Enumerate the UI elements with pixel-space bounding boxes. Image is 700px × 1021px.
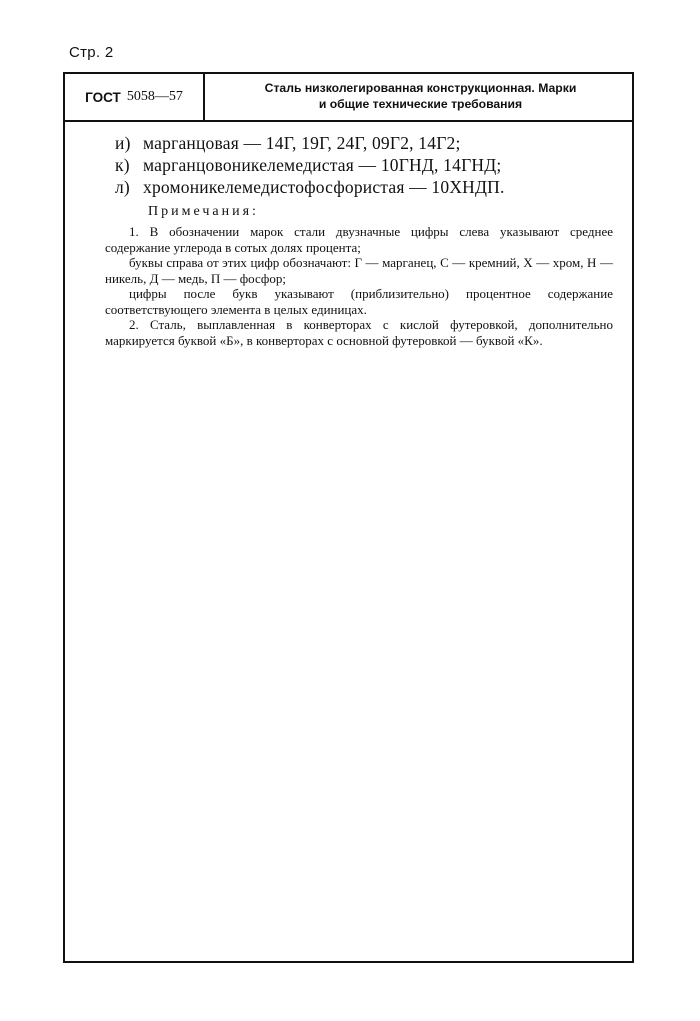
header-row — [65, 74, 632, 122]
gost-number: 5058—57 — [126, 89, 183, 104]
note-paragraph: 2. Сталь, выплавленная в конверторах с кислой футеровкой, дополнительно маркируется буквой «Б», в конверторах с основной футеровкой — буквой «К». — [105, 317, 613, 348]
list-text: марганцовая — 14Г, 19Г, 24Г, 09Г2, 14Г2; — [143, 133, 461, 153]
list-item — [115, 154, 595, 176]
note-paragraph: 1. В обозначении марок стали двузначные цифры слева указывают среднее содержание углерода в сотых долях процента; — [105, 224, 613, 255]
list-item — [115, 176, 595, 198]
gost-cell — [65, 74, 205, 120]
list-marker: к) — [115, 155, 130, 175]
notes-body — [105, 224, 613, 348]
document-frame — [63, 72, 634, 963]
gost-label: ГОСТ — [85, 89, 121, 105]
note-paragraph: буквы справа от этих цифр обозначают: Г — марганец, С — кремний, Х — хром, Н — никель, Д — медь, П — фосфор; — [105, 255, 613, 286]
notes-heading: Примечания: — [148, 204, 259, 219]
list-marker: и) — [115, 133, 131, 153]
title-line-1: Сталь низколегированная конструкционная. Марки — [264, 81, 577, 95]
list-item — [115, 132, 595, 154]
page-number: Стр. 2 — [69, 44, 114, 61]
note-paragraph: цифры после букв указывают (приблизительно) процентное содержание соответствующего элемента в целых единицах. — [105, 286, 613, 317]
document-title — [215, 80, 626, 112]
title-line-2: и общие технические требования — [318, 97, 523, 111]
steel-grade-list — [115, 132, 595, 198]
list-marker: л) — [115, 177, 130, 197]
list-text: марганцовоникелемедистая — 10ГНД, 14ГНД; — [143, 155, 502, 175]
list-text: хромоникелемедистофосфористая — 10ХНДП. — [143, 177, 505, 197]
